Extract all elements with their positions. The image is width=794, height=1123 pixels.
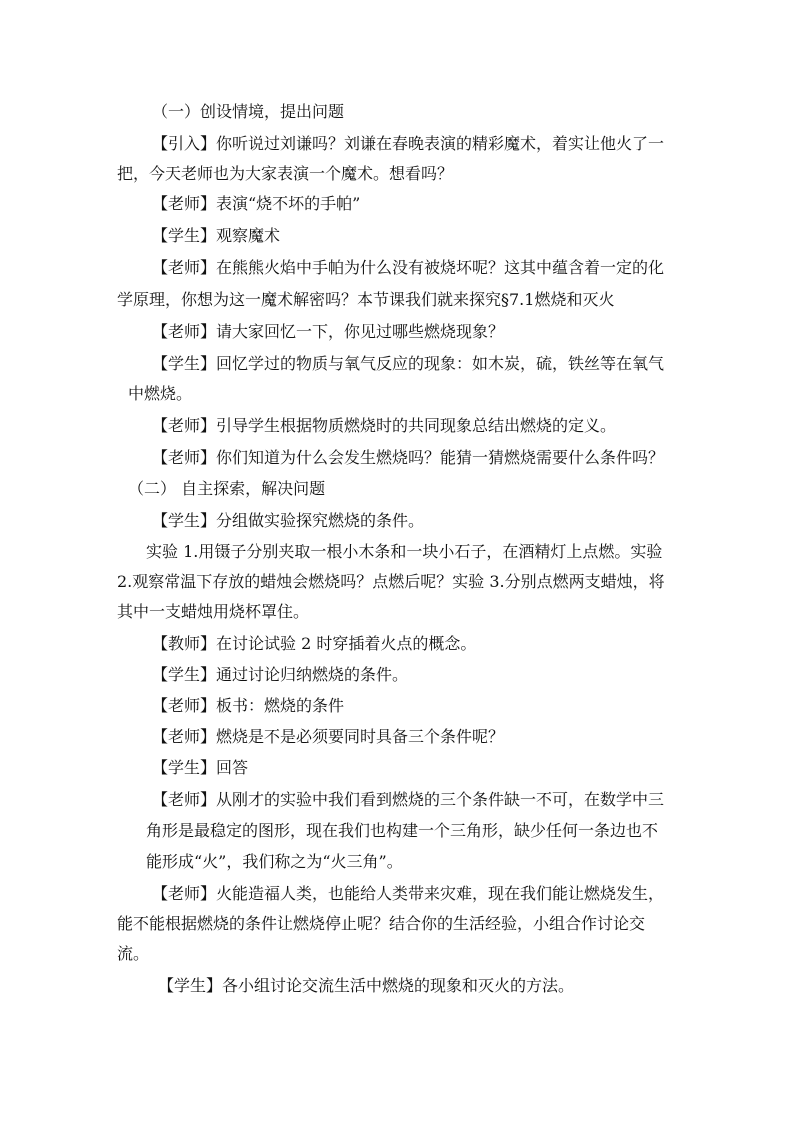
paragraph-experiment-1: 实验 1.用镊子分别夹取一根小木条和一块小石子，在酒精灯上点燃。实验 (146, 542, 663, 561)
paragraph-teacher-triangle-2: 角形是最稳定的图形，现在我们也构建一个三角形，缺少任何一条边也不 (146, 821, 659, 840)
paragraph-student-observe: 【学生】观察魔术 (152, 226, 281, 245)
paragraph-teacher-fire: 【老师】火能造福人类，也能给人类带来灾难，现在我们能让燃烧发生， (152, 884, 665, 903)
paragraph-teacher-question: 【老师】在熊熊火焰中手帕为什么没有被烧坏呢？这其中蕴含着一定的化 (152, 258, 665, 277)
paragraph-teacher-question-cont: 学原理，你想为这一魔术解密吗？本节课我们就来探究§7.1燃烧和灭火 (117, 290, 615, 309)
paragraph-student-summary: 【学生】通过讨论归纳燃烧的条件。 (152, 665, 409, 684)
paragraph-teacher-board: 【老师】板书：燃烧的条件 (152, 696, 345, 715)
paragraph-intro: 【引入】你听说过刘谦吗？刘谦在春晚表演的精彩魔术，着实让他火了一 (152, 134, 665, 153)
paragraph-intro-cont: 把，今天老师也为大家表演一个魔术。想看吗？ (117, 164, 454, 183)
paragraph-experiment-3: 其中一支蜡烛用烧杯罩住。 (117, 602, 310, 621)
paragraph-student-answer: 【学生】回答 (152, 758, 249, 777)
paragraph-student-recall-cont: 中燃烧。 (128, 384, 193, 403)
paragraph-teacher-why: 【老师】你们知道为什么会发生燃烧吗？能猜一猜燃烧需要什么条件吗？ (152, 448, 665, 467)
paragraph-teacher-perform: 【老师】表演“烧不坏的手帕” (152, 194, 361, 213)
paragraph-teacher-guide: 【老师】引导学生根据物质燃烧时的共同现象总结出燃烧的定义。 (152, 416, 617, 435)
paragraph-student-recall: 【学生】回忆学过的物质与氧气反应的现象：如木炭，硫，铁丝等在氧气 (152, 354, 665, 373)
paragraph-teacher-recall: 【老师】请大家回忆一下，你见过哪些燃烧现象？ (152, 322, 505, 341)
paragraph-teacher-triangle-3: 能形成“火”，我们称之为“火三角”。 (146, 852, 403, 871)
section-heading-1: （一）创设情境，提出问题 (152, 102, 345, 121)
paragraph-teacher-three: 【老师】燃烧是不是必须要同时具备三个条件呢？ (152, 727, 505, 746)
paragraph-teacher-fire-2: 能不能根据燃烧的条件让燃烧停止呢？结合你的生活经验，小组合作讨论交 (117, 914, 646, 933)
paragraph-teacher-ignition: 【教师】在讨论试验 2 时穿插着火点的概念。 (152, 634, 477, 653)
paragraph-student-group: 【学生】分组做实验探究燃烧的条件。 (152, 511, 425, 530)
paragraph-teacher-triangle: 【老师】从刚才的实验中我们看到燃烧的三个条件缺一不可，在数学中三 (152, 790, 665, 809)
paragraph-experiment-2: 2.观察常温下存放的蜡烛会燃烧吗？点燃后呢？实验 3.分别点燃两支蜡烛，将 (117, 572, 665, 591)
paragraph-teacher-fire-3: 流。 (117, 944, 150, 963)
section-heading-2: （二） 自主探索，解决问题 (128, 479, 326, 498)
paragraph-student-discuss: 【学生】各小组讨论交流生活中燃烧的现象和灭火的方法。 (158, 976, 575, 995)
